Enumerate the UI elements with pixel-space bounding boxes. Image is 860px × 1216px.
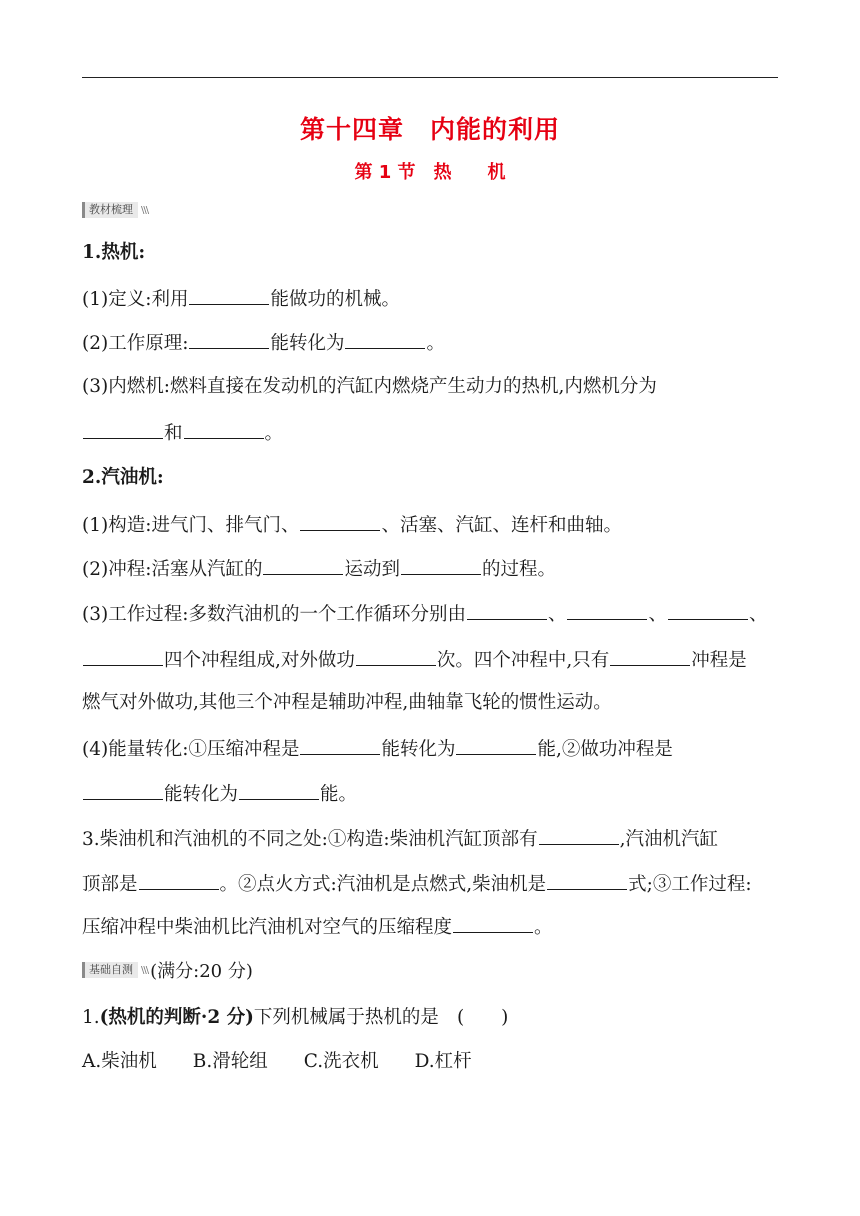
heading-gasoline-engine: 2.汽油机: [82, 467, 164, 488]
question-1: 1.(热机的判断·2 分)下列机械属于热机的是 ( ) [82, 1007, 509, 1028]
tag-basic [82, 961, 253, 982]
blank[interactable] [239, 781, 319, 800]
line-auxiliary: 燃气对外做功,其他三个冲程是辅助冲程,曲轴靠飞轮的惯性运动。 [82, 692, 612, 713]
blank[interactable] [345, 330, 425, 349]
blank[interactable] [356, 647, 436, 666]
line-process: (3)工作过程:多数汽油机的一个工作循环分别由 、 、 、 [82, 601, 768, 627]
line-diesel-diff-2: 顶部是 。②点火方式:汽油机是点燃式,柴油机是 式;③工作过程: [82, 871, 752, 897]
line-principle: (2)工作原理: 能转化为 。 [82, 330, 445, 356]
line-diesel-diff-3: 压缩冲程中柴油机比汽油机对空气的压缩程度 。 [82, 914, 553, 940]
tag-slashes: \\\ [141, 964, 149, 976]
blank[interactable] [263, 556, 343, 575]
line-ice: (3)内燃机:燃料直接在发动机的汽缸内燃烧产生动力的热机,内燃机分为 [82, 376, 657, 397]
tag-slashes: \\\ [141, 204, 149, 216]
blank[interactable] [456, 736, 536, 755]
tag-basic-label: 基础自测 [82, 962, 138, 978]
option-b[interactable]: B.滑轮组 [192, 1051, 268, 1072]
blank[interactable] [83, 420, 163, 439]
tag-textbook-label: 教材梳理 [82, 202, 138, 218]
blank[interactable] [189, 330, 269, 349]
question-1-meta: (热机的判断·2 分) [99, 1007, 254, 1028]
blank[interactable] [467, 601, 547, 620]
blank[interactable] [189, 286, 269, 305]
blank[interactable] [668, 601, 748, 620]
line-stroke: (2)冲程:活塞从汽缸的 运动到 的过程。 [82, 556, 556, 582]
blank[interactable] [401, 556, 481, 575]
blank[interactable] [139, 871, 219, 890]
blank[interactable] [453, 914, 533, 933]
blank[interactable] [300, 512, 380, 531]
question-1-stem: 下列机械属于热机的是 [253, 1007, 439, 1028]
line-diesel-diff: 3.柴油机和汽油机的不同之处:①构造:柴油机汽缸顶部有 ,汽油机汽缸 [82, 826, 718, 852]
blank[interactable] [610, 647, 690, 666]
option-a[interactable]: A.柴油机 [82, 1051, 157, 1072]
blank[interactable] [567, 601, 647, 620]
basic-score: (满分:20 分) [150, 961, 253, 982]
answer-paren[interactable]: ( ) [456, 1007, 509, 1028]
line-energy-conversion: (4)能量转化:①压缩冲程是 能转化为 能,②做功冲程是 [82, 736, 673, 762]
blank[interactable] [83, 781, 163, 800]
blank[interactable] [547, 871, 627, 890]
question-1-options [82, 1050, 472, 1074]
heading-heat-engine: 1.热机: [82, 242, 146, 263]
blank[interactable] [539, 826, 619, 845]
line-definition: (1)定义:利用 能做功的机械。 [82, 286, 400, 312]
line-four-strokes: 四个冲程组成,对外做功 次。四个冲程中,只有 冲程是 [82, 647, 747, 673]
blank[interactable] [83, 647, 163, 666]
option-c[interactable]: C.洗衣机 [303, 1051, 379, 1072]
blank[interactable] [184, 420, 264, 439]
option-d[interactable]: D.杠杆 [414, 1051, 472, 1072]
line-structure: (1)构造:进气门、排气门、 、活塞、汽缸、连杆和曲轴。 [82, 512, 622, 538]
section-title: 第 1 节 热 机 [354, 162, 506, 183]
top-rule [82, 77, 778, 78]
tag-textbook [82, 202, 148, 218]
blank[interactable] [300, 736, 380, 755]
line-energy-conversion-2: 能转化为 能。 [82, 781, 357, 807]
line-ice-types: 和 。 [82, 420, 283, 446]
chapter-title: 第十四章 内能的利用 [299, 115, 560, 144]
